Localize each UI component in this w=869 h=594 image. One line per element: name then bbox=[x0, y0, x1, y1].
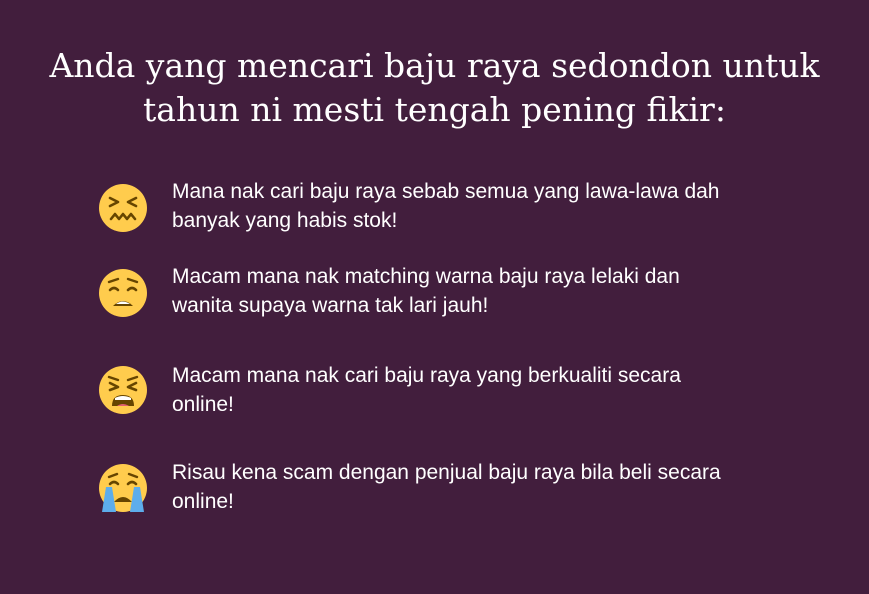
list-item-line-2: wanita supaya warna tak lari jauh! bbox=[172, 294, 489, 317]
list-item-line-1: Mana nak cari baju raya sebab semua yang lawa-lawa dah bbox=[172, 180, 720, 203]
list-item bbox=[0, 177, 869, 237]
headline bbox=[0, 44, 869, 132]
headline-line-1: Anda yang mencari baju raya sedondon untuk bbox=[49, 46, 820, 85]
tired-face-icon bbox=[98, 365, 148, 415]
list-item bbox=[0, 361, 869, 421]
list-item-line-2: online! bbox=[172, 393, 234, 416]
list-item bbox=[0, 262, 869, 322]
confounded-face-icon bbox=[98, 183, 148, 233]
list-item-text bbox=[172, 177, 792, 235]
list-item-line-2: banyak yang habis stok! bbox=[172, 209, 398, 232]
list-item-line-2: online! bbox=[172, 490, 234, 513]
list-item-line-1: Risau kena scam dengan penjual baju raya bila beli secara bbox=[172, 461, 721, 484]
weary-face-icon bbox=[98, 268, 148, 318]
list-item bbox=[0, 458, 869, 518]
list-item-text bbox=[172, 458, 792, 516]
list-item-line-1: Macam mana nak cari baju raya yang berkualiti secara bbox=[172, 364, 681, 387]
crying-face-icon bbox=[98, 463, 148, 513]
list-item-text bbox=[172, 262, 792, 320]
headline-line-2: tahun ni mesti tengah pening fikir: bbox=[143, 90, 726, 129]
list-item-line-1: Macam mana nak matching warna baju raya lelaki dan bbox=[172, 265, 680, 288]
list-item-text bbox=[172, 361, 792, 419]
